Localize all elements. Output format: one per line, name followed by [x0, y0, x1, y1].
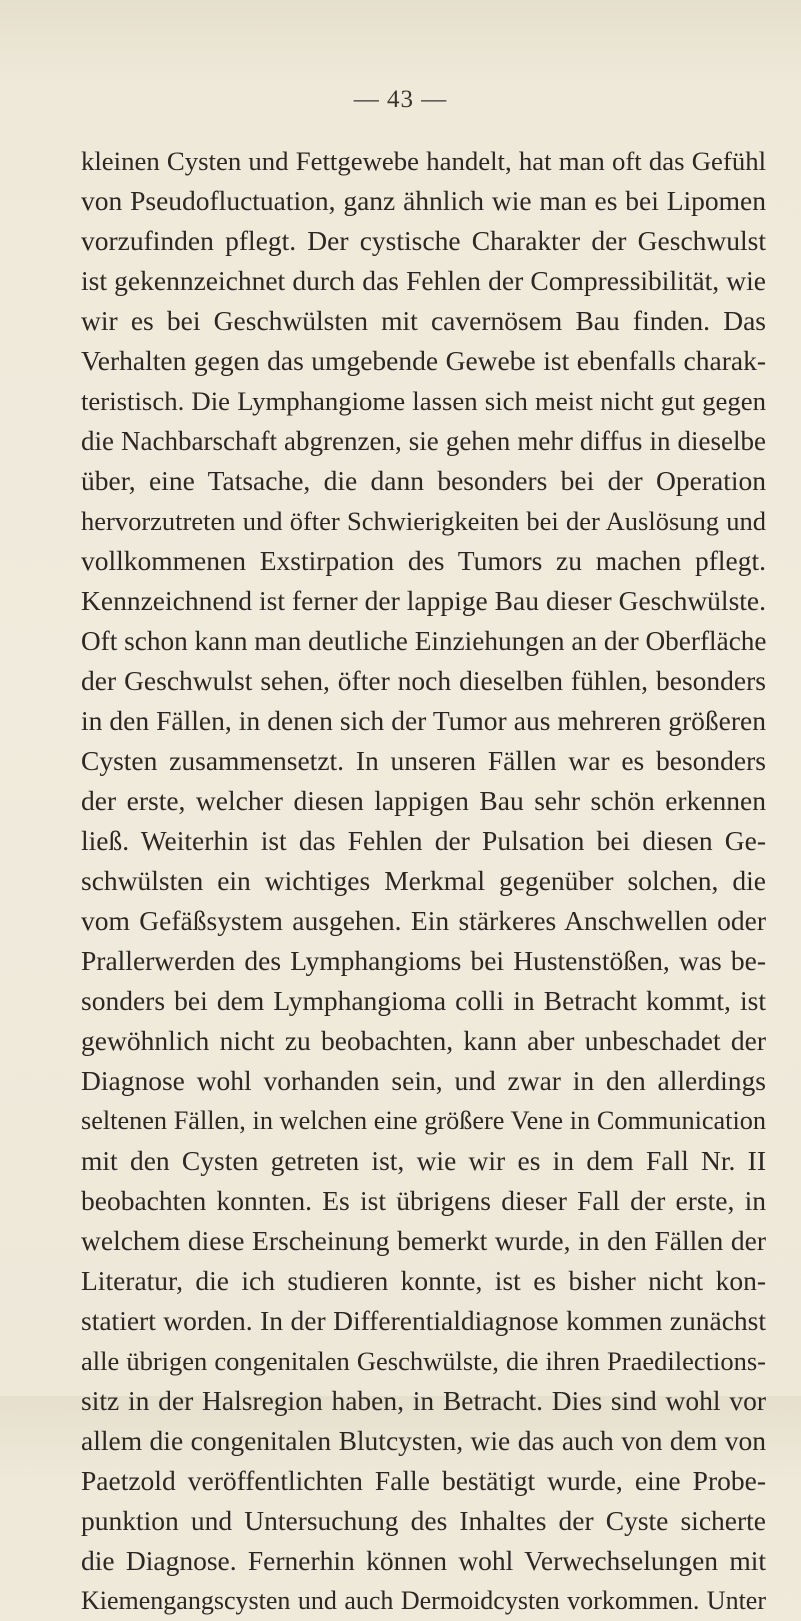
text-line: von Pseudofluctuation, ganz ähnlich wie man es bei Lipomen [81, 185, 766, 216]
text-line: in den Fällen, in denen sich der Tumor aus mehreren größeren [81, 705, 766, 736]
text-line: statiert worden. In der Differentialdiagnose kommen zunächst [81, 1305, 766, 1336]
text-line: ließ. Weiterhin ist das Fehlen der Pulsation bei diesen Ge- [81, 825, 766, 856]
text-line: vorzufinden pflegt. Der cystische Charakter der Geschwulst [81, 225, 766, 256]
text-line: welchem diese Erscheinung bemerkt wurde, in den Fällen der [81, 1225, 766, 1256]
text-line: alle übrigen congenitalen Geschwülste, die ihren Praedilections- [81, 1346, 766, 1376]
text-line: ist gekennzeichnet durch das Fehlen der Compressibilität, wie [81, 265, 766, 296]
text-line: punktion und Untersuchung des Inhaltes der Cyste sicherte [81, 1505, 766, 1536]
text-line: allem die congenitalen Blutcysten, wie das auch von dem von [81, 1425, 766, 1456]
text-line: vollkommenen Exstirpation des Tumors zu machen pflegt. [81, 545, 766, 576]
text-line: seltenen Fällen, in welchen eine größere Vene in Communication [81, 1106, 766, 1135]
text-line: beobachten konnten. Es ist übrigens dieser Fall der erste, in [81, 1185, 766, 1216]
text-line: vom Gefäßsystem ausgehen. Ein stärkeres Anschwellen oder [81, 905, 766, 936]
page-number: — 43 — [353, 86, 448, 113]
text-line: der Geschwulst sehen, öfter noch dieselben fühlen, besonders [81, 665, 766, 696]
text-line: Oft schon kann man deutliche Einziehungen an der Oberfläche [81, 626, 767, 656]
text-line: schwülsten ein wichtiges Merkmal gegenüber solchen, die [81, 865, 766, 896]
text-line: Kennzeichnend ist ferner der lappige Bau dieser Geschwülste. [81, 585, 766, 616]
text-line: Kiemengangscysten und auch Dermoidcysten vorkommen. Unter [81, 1586, 766, 1615]
body-text [81, 141, 766, 1621]
text-line: Diagnose wohl vorhanden sein, und zwar in den allerdings [81, 1065, 766, 1096]
text-line: Cysten zusammensetzt. In unseren Fällen war es besonders [81, 745, 766, 776]
text-line: hervorzutreten und öfter Schwierigkeiten bei der Auslösung und [81, 506, 766, 536]
text-line: Prallerwerden des Lymphangioms bei Hustenstößen, was be- [81, 945, 766, 976]
text-line: teristisch. Die Lymphangiome lassen sich meist nicht gut gegen [81, 386, 766, 416]
text-line: die Diagnose. Fernerhin können wohl Verwechselungen mit [81, 1545, 766, 1576]
text-line: gewöhnlich nicht zu beobachten, kann aber unbeschadet der [81, 1025, 766, 1056]
text-line: Paetzold veröffentlichten Falle bestätigt wurde, eine Probe- [81, 1465, 766, 1496]
text-line: sonders bei dem Lymphangioma colli in Betracht kommt, ist [81, 985, 766, 1016]
text-line: der erste, welcher diesen lappigen Bau sehr schön erkennen [81, 785, 766, 816]
text-line: wir es bei Geschwülsten mit cavernösem Bau finden. Das [81, 305, 766, 336]
text-line: über, eine Tatsache, die dann besonders bei der Operation [81, 465, 766, 496]
text-line: mit den Cysten getreten ist, wie wir es in dem Fall Nr. II [81, 1145, 766, 1176]
text-line: sitz in der Halsregion haben, in Betracht. Dies sind wohl vor [81, 1385, 766, 1416]
text-line: die Nachbarschaft abgrenzen, sie gehen mehr diffus in dieselbe [81, 426, 766, 456]
text-line: kleinen Cysten und Fettgewebe handelt, hat man oft das Gefühl [81, 146, 766, 176]
text-line: Literatur, die ich studieren konnte, ist es bisher nicht kon- [81, 1265, 766, 1296]
text-line: Verhalten gegen das umgebende Gewebe ist ebenfalls charak- [81, 345, 766, 376]
